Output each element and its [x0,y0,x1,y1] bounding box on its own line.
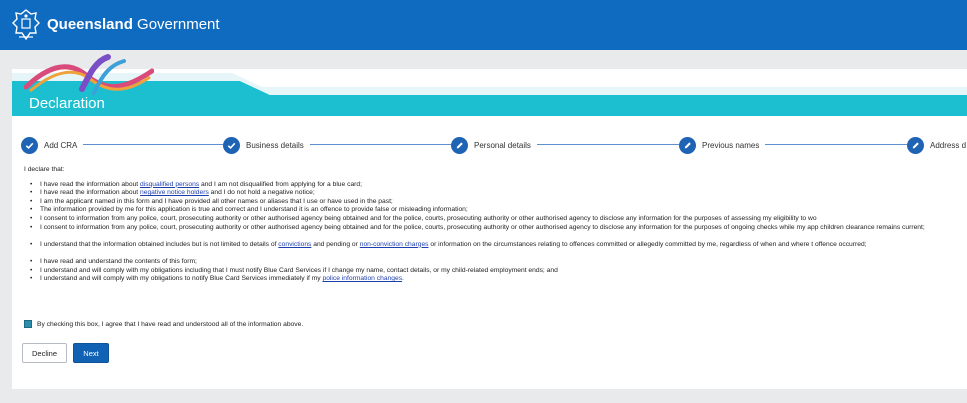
negative-notice-holders-link[interactable]: negative notice holders [140,189,209,197]
police-information-changes-link[interactable]: police information changes [322,275,403,283]
list-item: • I am the applicant named in this form and I have provided all other names or aliases that I use or have used in the past; [24,198,967,207]
list-item: • I understand that the information obtained includes but is not limited to details of convictions and pending or non-conviction charges or information on the circumstances relating to offences committed or allegedly committed by me, regardless of when and where t offence occurred; [24,241,967,258]
next-button[interactable]: Next [73,343,109,363]
government-brand[interactable] [47,15,220,35]
agreement-checkbox[interactable] [24,320,32,328]
list-item: • I understand and will comply with my obligations including that I must notify Blue Card Services if I change my name, contact details, or my child-related employment ends; and [24,267,967,276]
non-conviction-charges-link[interactable]: non-conviction charges [359,240,429,248]
step-label: Add CRA [44,140,78,150]
check-icon [21,137,38,154]
site-header [0,0,967,50]
queensland-crest-icon[interactable] [11,8,41,42]
step-address-details[interactable] [907,136,967,154]
agreement-label: By checking this box, I agree that I have read and understood all of the information above. [37,320,304,328]
page-title: Declaration [29,95,105,112]
pencil-icon [907,137,924,154]
declaration-banner [12,69,967,116]
step-label: Personal details [474,140,531,150]
check-icon [223,137,240,154]
list-item: • I have read and understand the contents of this form; [24,258,967,267]
list-item: • I have read the information about negative notice holders and I do not hold a negative notice; [24,189,967,198]
step-business-details[interactable] [223,136,310,154]
step-label: Business details [246,140,304,150]
step-personal-details[interactable] [451,136,537,154]
ribbon-logo [24,53,154,98]
step-label: Previous names [702,140,760,150]
brand-light: Government [137,16,220,33]
list-item: • I have read the information about disqualified persons and I am not disqualified from applying for a blue card; [24,181,967,190]
list-item: • I understand and will comply with my obligations to notify Blue Card Services immediately if my police information changes. [24,275,967,284]
step-add-cra[interactable] [21,136,83,154]
list-item: • I consent to information from any police, court, prosecuting authority or other authorised agency being obtained and for the police, courts, prosecuting authority or other authorised agency to disclose any information for the purposes of ongoing checks while my app children clearance remains current; [24,224,967,241]
step-previous-names[interactable] [679,136,765,154]
declaration-intro: I declare that: [24,166,65,173]
agreement-row[interactable] [24,320,303,328]
list-item: • I consent to information from any police, court, prosecuting authority or other authorised agency being obtained and for the police, courts, prosecuting authority or other authorised agency to disclose any information for the purposes of assessing my eligibility to wo [24,215,967,224]
pencil-icon [451,137,468,154]
declaration-section [24,166,967,284]
convictions-link[interactable]: convictions [278,240,312,248]
step-label: Address d [930,140,967,150]
brand-bold: Queensland [47,16,133,33]
disqualified-persons-link[interactable]: disqualified persons [140,180,200,188]
pencil-icon [679,137,696,154]
declaration-list [24,181,967,284]
list-item: • The information provided by me for this application is true and correct and I understand it is an offence to provide false or misleading information; [24,206,967,215]
decline-button[interactable]: Decline [22,343,67,363]
